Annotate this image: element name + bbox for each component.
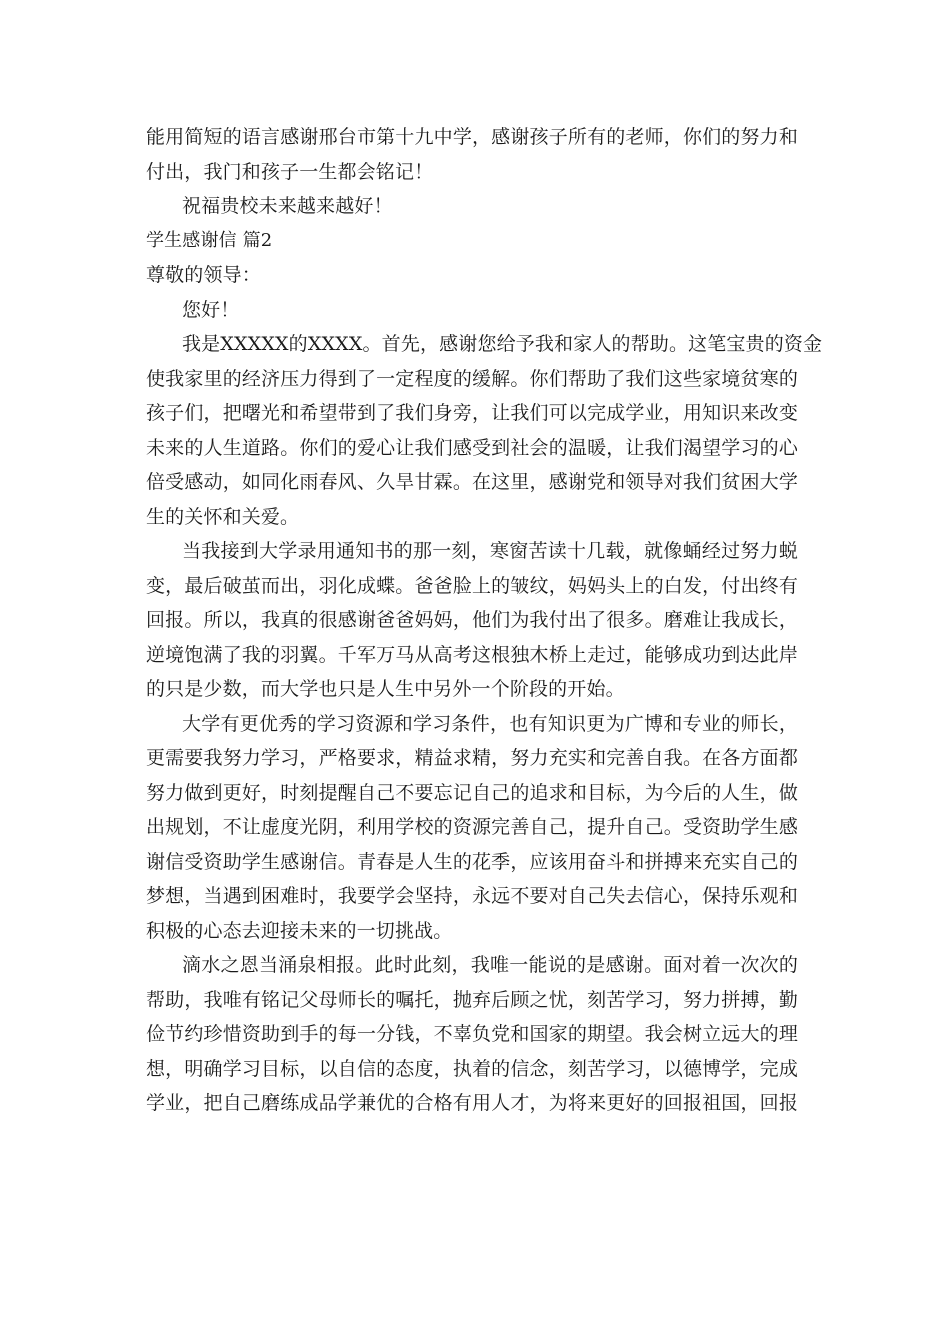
text-line: 的只是少数，而大学也只是人生中另外一个阶段的开始。 [146,678,625,700]
text-line: 出规划，不让虚度光阴，利用学校的资源完善自己，提升自己。受资助学生感 [146,816,798,838]
text-line: 努力做到更好，时刻提醒自己不要忘记自己的追求和目标，为今后的人生，做 [146,781,798,804]
text-line: 滴水之恩当涌泉相报。此时此刻，我唯一能说的是感谢。面对着一次次的 [182,954,798,976]
text-line: 我是XXXXX的XXXX。首先，感谢您给予我和家人的帮助。这笔宝贵的资金 [182,333,823,355]
greeting: 您好！ [182,298,240,321]
text-line: 大学有更优秀的学习资源和学习条件，也有知识更为广博和专业的师长， [182,712,798,735]
text-line: 梦想，当遇到困难时，我要学会坚持，永远不要对自己失去信心，保持乐观和 [146,885,798,907]
text-line: 积极的心态去迎接未来的一切挑战。 [146,919,453,942]
paragraph-university [146,707,798,949]
text-line: 倍受感动，如同化雨春风、久旱甘霖。在这里，感谢党和领导对我们贫困大学 [146,471,798,493]
paragraph-admission [146,534,798,707]
text-line: 谢信受资助学生感谢信。青春是人生的花季，应该用奋斗和拼搏来充实自己的 [146,850,798,873]
paragraph-gratitude [146,948,798,1121]
text-line: 孩子们，把曙光和希望带到了我们身旁，让我们可以完成学业，用知识来改变 [146,402,798,424]
text-line: 帮助，我唯有铭记父母师长的嘱托，抛弃后顾之忧，刻苦学习，努力拼搏，勤 [146,988,798,1011]
text-line: 生的关怀和关爱。 [146,505,300,528]
section-heading: 学生感谢信 篇2 [146,229,273,251]
paragraph-thanks-school [146,120,798,189]
text-line: 能用简短的语言感谢邢台市第十九中学，感谢孩子所有的老师，你们的努力和 [146,126,798,148]
text-line: 学业，把自己磨练成品学兼优的合格有用人才，为将来更好的回报祖国，回报 [146,1092,798,1114]
paragraph-intro [146,327,823,534]
text-line: 使我家里的经济压力得到了一定程度的缓解。你们帮助了我们这些家境贫寒的 [146,367,798,390]
text-line: 当我接到大学录用通知书的那一刻，寒窗苦读十几载，就像蛹经过努力蜕 [182,540,798,562]
document-page [146,120,823,1121]
text-line: 更需要我努力学习，严格要求，精益求精，努力充实和完善自我。在各方面都 [146,747,798,769]
salutation: 尊敬的领导： [146,264,261,286]
text-line: 逆境饱满了我的羽翼。千军万马从高考这根独木桥上走过，能够成功到达此岸 [146,643,798,666]
text-line: 想，明确学习目标，以自信的态度，执着的信念，刻苦学习，以德博学，完成 [146,1057,798,1080]
text-line: 未来的人生道路。你们的爱心让我们感受到社会的温暖，让我们渴望学习的心 [146,436,798,459]
text-line: 付出，我门和孩子一生都会铭记！ [146,160,434,183]
paragraph-blessing: 祝福贵校未来越来越好！ [182,195,393,217]
text-line: 俭节约珍惜资助到手的每一分钱，不辜负党和国家的期望。我会树立远大的理 [146,1023,798,1045]
text-line: 变，最后破茧而出，羽化成蝶。爸爸脸上的皱纹，妈妈头上的白发，付出终有 [146,574,798,597]
text-line: 回报。所以，我真的很感谢爸爸妈妈，他们为我付出了很多。磨难让我成长， [146,609,798,631]
